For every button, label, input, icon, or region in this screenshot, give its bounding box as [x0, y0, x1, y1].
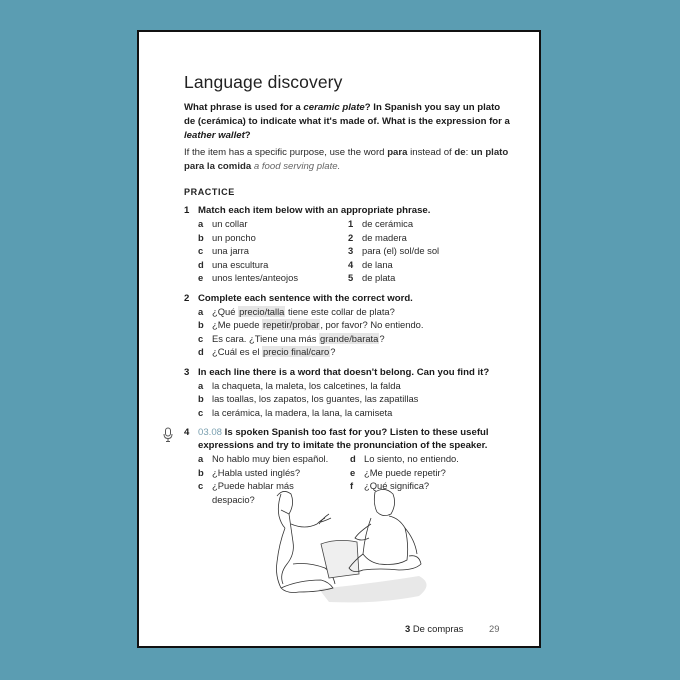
item-label: 3: [348, 245, 354, 256]
item-text: para (el) sol/de sol: [362, 245, 440, 256]
item-label: d: [350, 453, 356, 464]
item-label: d: [198, 258, 204, 270]
item-text: ¿Me puede: [212, 319, 263, 330]
item-text: la cerámica, la madera, la lana, la camiseta: [212, 406, 393, 418]
chapter-name: De compras: [410, 623, 464, 634]
list-item: [184, 231, 334, 245]
item-label: e: [350, 466, 356, 478]
item-label: d: [198, 346, 204, 357]
item-text: ¿Habla usted inglés?: [212, 466, 301, 478]
list-item: [184, 258, 334, 272]
audio-track-ref[interactable]: 03.08: [198, 427, 223, 438]
exercise-number: 1: [184, 205, 190, 216]
item-text: Lo siento, no entiendo.: [364, 453, 459, 464]
intro-text: What phrase is used for a: [184, 102, 304, 113]
list-item: [336, 452, 506, 466]
item-label: a: [198, 218, 204, 229]
item-label: b: [198, 319, 204, 330]
item-label: f: [350, 480, 354, 491]
list-item: [184, 332, 514, 346]
item-label: e: [198, 272, 204, 283]
exercise-title: [184, 366, 514, 379]
exercise-number: 2: [184, 292, 190, 304]
list-item: [184, 244, 334, 258]
intro-text: ?: [244, 130, 251, 141]
item-label: c: [198, 245, 204, 256]
note-translation: a food serving plate.: [251, 161, 341, 172]
item-label: a: [198, 379, 204, 391]
list-item: [334, 217, 504, 231]
exercise-instruction: In each line there is a word that doesn't belong. Can you find it?: [198, 366, 490, 378]
chapter-number: 3: [405, 623, 411, 634]
list-item: [336, 466, 506, 480]
conversation-illustration: [259, 484, 439, 614]
list-item: [334, 258, 504, 272]
exercise-2: [184, 292, 514, 359]
list-item: [334, 244, 504, 258]
item-label: 5: [348, 272, 354, 283]
note-text: If the item has a specific purpose, use the word: [184, 147, 388, 158]
item-label: 2: [348, 231, 354, 243]
list-item: [334, 231, 504, 245]
list-item: [184, 392, 514, 406]
item-label: b: [198, 466, 204, 478]
exercise-instruction: Complete each sentence with the correct word.: [198, 292, 413, 304]
item-text: de lana: [362, 258, 393, 270]
item-text: No hablo muy bien español.: [212, 453, 329, 464]
item-label: 4: [348, 258, 354, 270]
item-text: de cerámica: [362, 218, 414, 229]
page-title: Language discovery: [184, 72, 343, 92]
intro-em: ceramic plate: [303, 102, 365, 113]
note-example: un plato para la comida: [184, 147, 509, 172]
item-text: las toallas, los zapatos, los guantes, las zapatillas: [212, 393, 419, 404]
item-label: b: [198, 231, 204, 243]
page-number: 29: [489, 623, 500, 634]
list-item: [184, 305, 514, 319]
item-text: Es cara. ¿Tiene una más: [212, 332, 319, 344]
item-label: b: [198, 393, 204, 404]
item-text: ?: [330, 346, 336, 357]
intro-text: to indicate what it's made of. What is the expression for a: [245, 116, 510, 127]
list-item: [184, 379, 514, 393]
item-label: a: [198, 453, 204, 464]
list-item: [184, 345, 514, 359]
practice-heading: PRACTICE: [184, 187, 235, 197]
book-page: [137, 30, 541, 648]
item-label: c: [198, 406, 204, 418]
exercise-3: [184, 366, 514, 420]
word-choice: repetir/probar: [263, 319, 320, 330]
exercise-1: [184, 204, 514, 285]
intro-text: ? In Spanish you say: [364, 102, 463, 113]
exercise-title: [184, 426, 514, 452]
intro-note: [184, 146, 514, 174]
list-item: [184, 466, 336, 480]
exercise-instruction: Is spoken Spanish too fast for you? Listen to these useful expressions and try to imitate the pronunciation of the speaker.: [198, 427, 489, 451]
item-text: ¿Cuál es el: [212, 346, 263, 357]
exercise-title: [184, 204, 514, 217]
item-text: la chaqueta, la maleta, los calcetines, la falda: [212, 379, 401, 391]
match-columns: [184, 217, 514, 285]
exercise-number: 4: [184, 427, 190, 438]
item-text: ¿Puede hablar más despacio?: [212, 480, 294, 505]
note-text: instead of: [407, 147, 455, 158]
intro-em: leather wallet: [184, 130, 245, 141]
item-text: , por favor? No entiendo.: [320, 319, 424, 330]
item-text: ¿Qué significa?: [364, 480, 430, 491]
list-item: [184, 452, 336, 466]
item-label: c: [198, 480, 204, 491]
list-item: [184, 406, 514, 420]
item-label: 1: [348, 218, 354, 229]
item-text: unos lentes/anteojos: [212, 272, 299, 283]
word-choice: precio final/caro: [263, 346, 330, 357]
item-text: una jarra: [212, 245, 250, 256]
note-text: :: [465, 147, 471, 158]
item-text: ?: [379, 332, 385, 344]
item-text: ¿Qué: [212, 305, 239, 317]
item-text: un poncho: [212, 231, 256, 243]
item-text: una escultura: [212, 258, 269, 270]
item-text: tiene este collar de plata?: [285, 305, 395, 317]
note-strong: para: [387, 147, 408, 158]
list-item: [184, 318, 514, 332]
exercise-title: [184, 292, 514, 305]
match-left-column: [184, 217, 334, 285]
list-item: [184, 217, 334, 231]
note-strong: de: [454, 147, 466, 158]
item-label: c: [198, 332, 204, 344]
item-text: ¿Me puede repetir?: [364, 466, 446, 478]
page-footer: [405, 623, 500, 634]
intro-strong: un plato de (cerámica): [184, 102, 501, 127]
audio-icon[interactable]: [162, 427, 174, 443]
word-choice: grande/barata: [320, 332, 379, 344]
list-item: [334, 271, 504, 285]
exercise-number: 3: [184, 366, 190, 378]
match-right-column: [334, 217, 504, 285]
word-choice: precio/talla: [239, 305, 285, 317]
item-text: de madera: [362, 231, 407, 243]
intro-question: [184, 101, 514, 143]
page-content: [184, 72, 514, 506]
list-item: [184, 271, 334, 285]
item-text: de plata: [362, 272, 396, 283]
exercise-instruction: Match each item below with an appropriate phrase.: [198, 205, 431, 216]
item-text: un collar: [212, 218, 248, 229]
item-label: a: [198, 305, 204, 317]
